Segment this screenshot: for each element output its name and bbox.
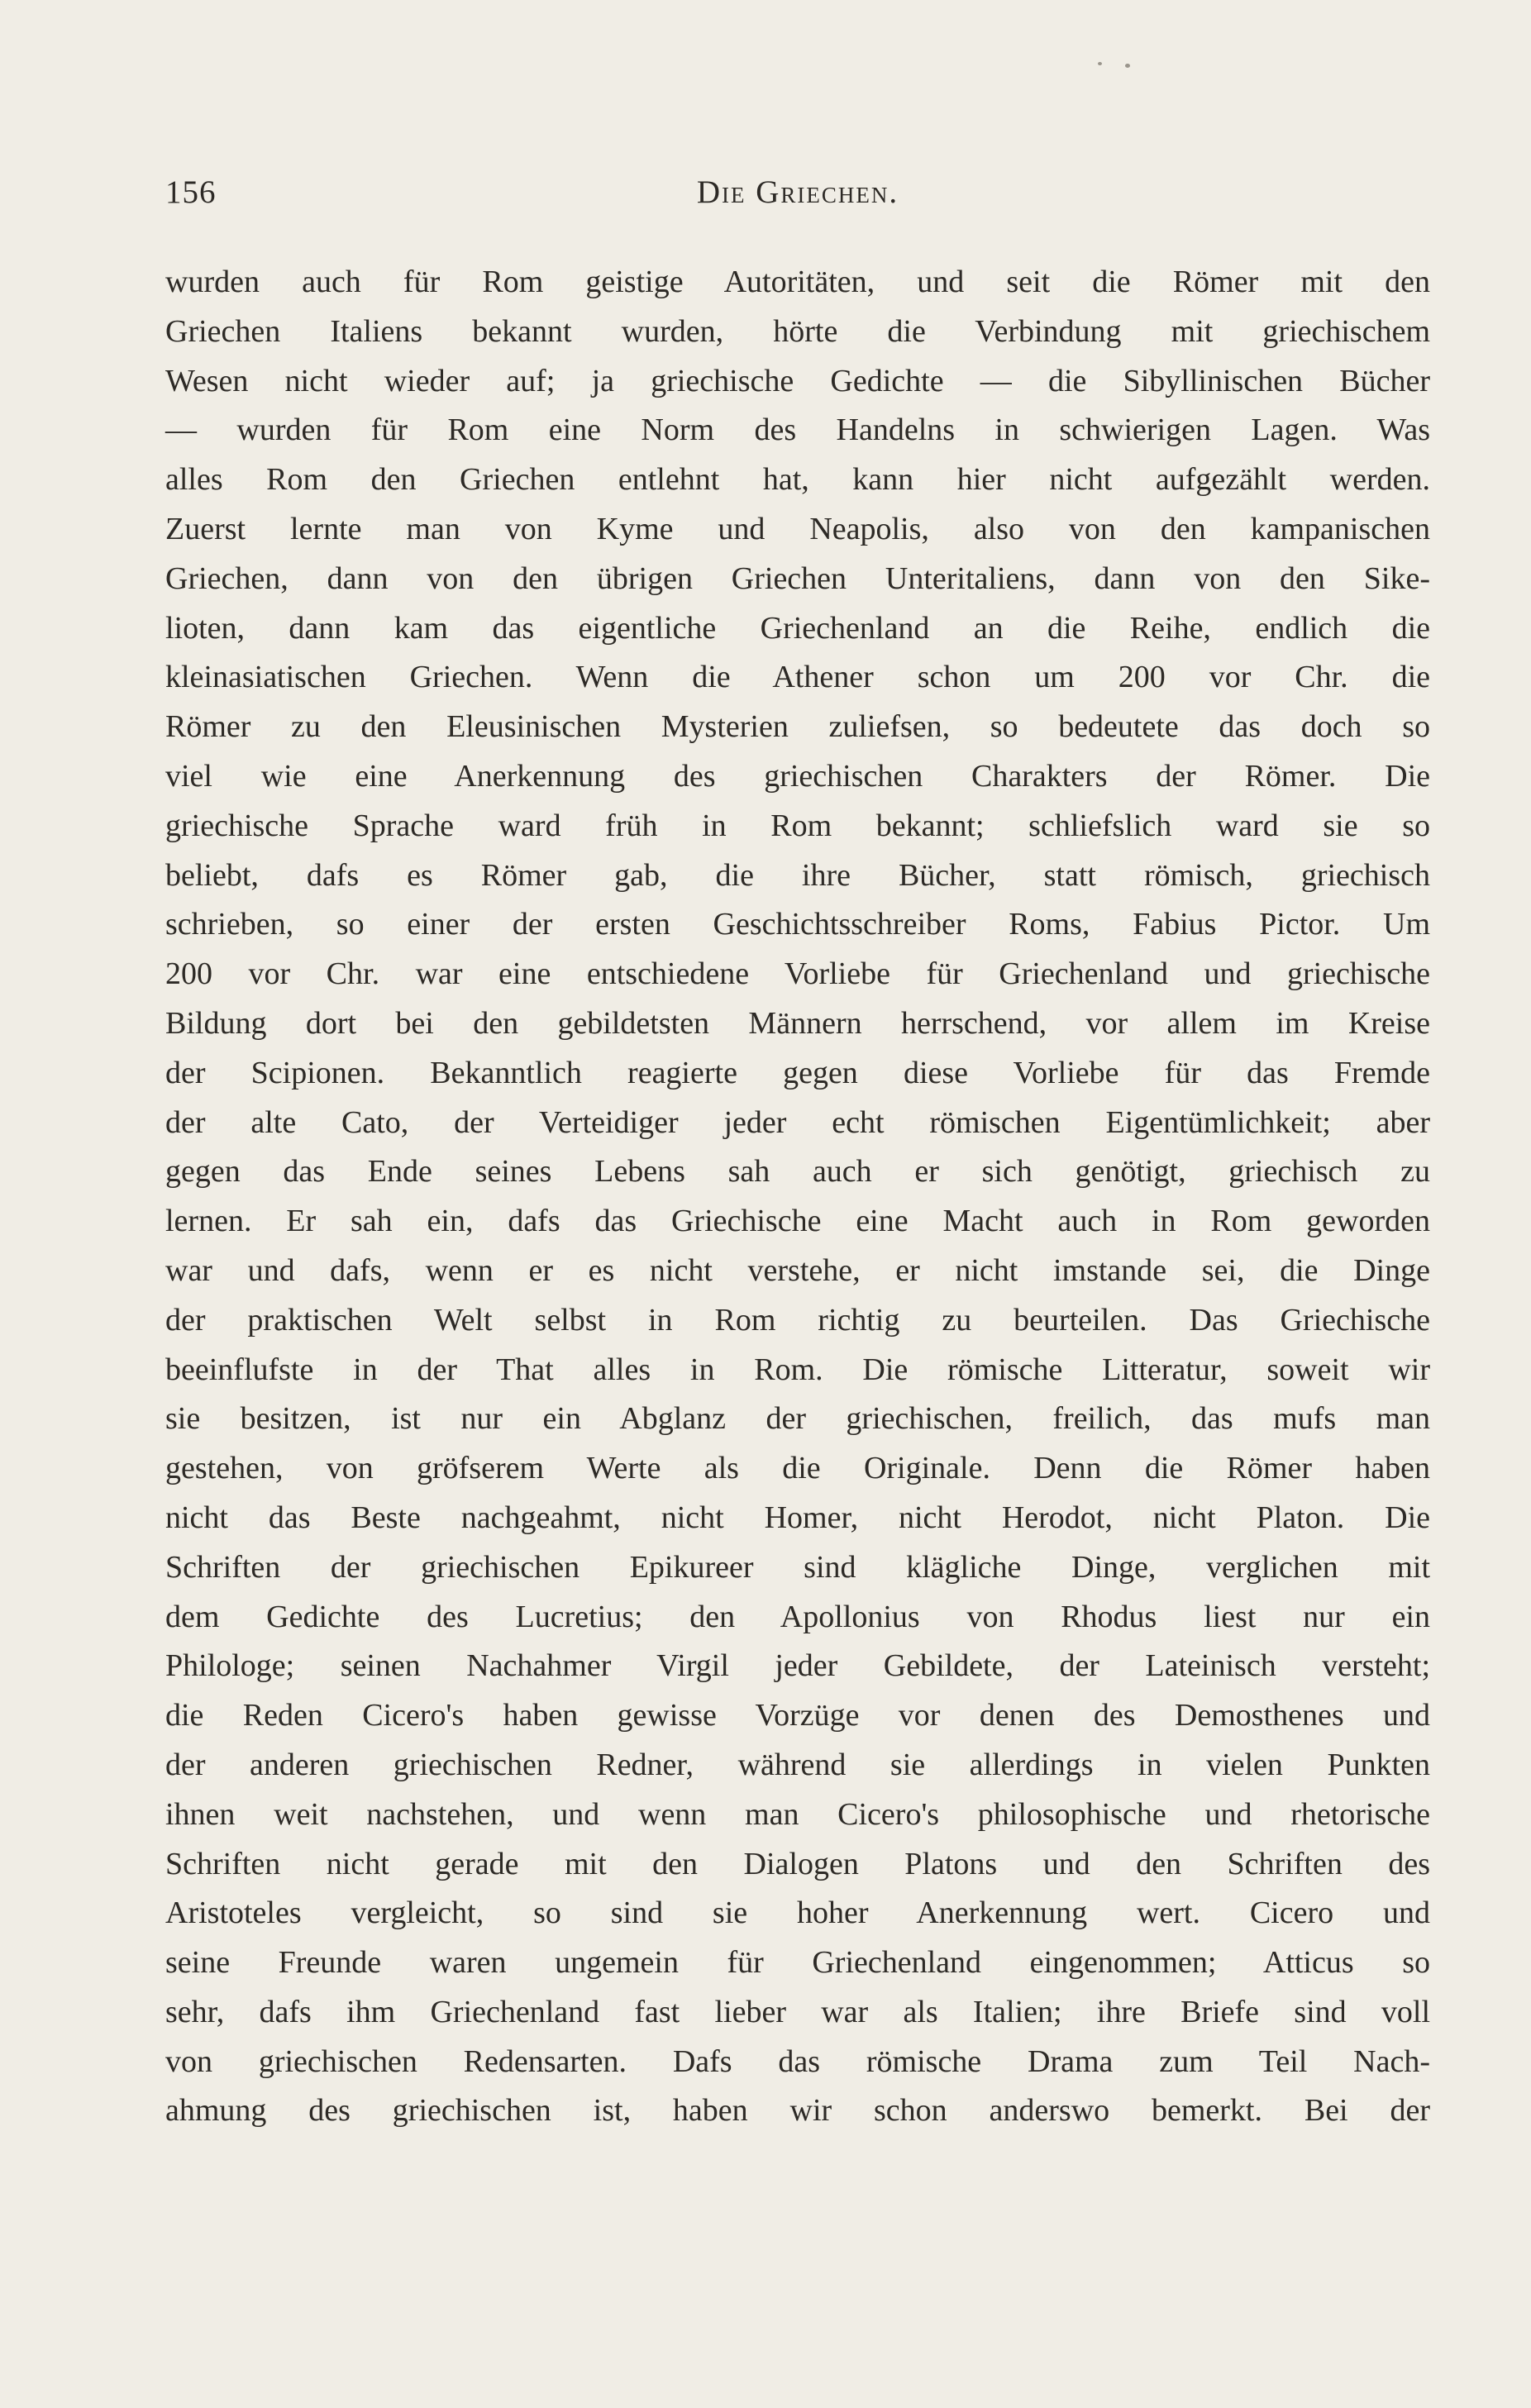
text-line: lioten, dann kam das eigentliche Griechenland an die Reihe, endlich die: [165, 610, 1430, 646]
text-line: viel wie eine Anerkennung des griechischen Charakters der Römer. Die: [165, 758, 1430, 794]
text-line: beeinflufste in der That alles in Rom. Die römische Litteratur, soweit wir: [165, 1352, 1430, 1387]
text-line: seine Freunde waren ungemein für Griechenland eingenommen; Atticus so: [165, 1945, 1430, 1981]
text-line: wurden auch für Rom geistige Autoritäten, und seit die Römer mit den: [165, 265, 1430, 299]
text-line: alles Rom den Griechen entlehnt hat, kann hier nicht aufgezählt werden.: [165, 462, 1430, 498]
text-line: sehr, dafs ihm Griechenland fast lieber war als Italien; ihre Briefe sind voll: [165, 1994, 1430, 2029]
text-line: griechische Sprache ward früh in Rom bekannt; schliefslich ward sie so: [165, 808, 1430, 843]
text-line: gestehen, von gröfserem Werte als die Originale. Denn die Römer haben: [165, 1451, 1430, 1486]
text-line: 200 vor Chr. war eine entschiedene Vorliebe für Griechenland und griechische: [165, 956, 1430, 992]
text-line: sie besitzen, ist nur ein Abglanz der griechischen, freilich, das mufs man: [165, 1401, 1430, 1437]
text-line: der anderen griechischen Redner, während sie allerdings in vielen Punkten: [165, 1747, 1430, 1782]
text-line: Philologe; seinen Nachahmer Virgil jeder Gebildete, der Lateinisch versteht;: [165, 1648, 1430, 1684]
text-line: Wesen nicht wieder auf; ja griechische Gedichte — die Sibyllinischen Bücher: [165, 363, 1430, 398]
text-line: der Scipionen. Bekanntlich reagierte gegen diese Vorliebe für das Fremde: [165, 1055, 1430, 1090]
running-title: Die Griechen.: [696, 174, 899, 210]
text-line: Griechen, dann von den übrigen Griechen Unteritaliens, dann von den Sike-: [165, 560, 1430, 596]
page-number: 156: [165, 174, 217, 210]
text-line: dem Gedichte des Lucretius; den Apollonius von Rhodus liest nur ein: [165, 1599, 1430, 1634]
text-line: schrieben, so einer der ersten Geschichtsschreiber Roms, Fabius Pictor. Um: [165, 907, 1430, 942]
text-line: Römer zu den Eleusinischen Mysterien zuliefsen, so bedeutete das doch so: [165, 709, 1430, 745]
text-line: Aristoteles vergleicht, so sind sie hoher Anerkennung wert. Cicero und: [165, 1895, 1430, 1931]
paper-speck: [1098, 62, 1102, 65]
text-line: lernen. Er sah ein, dafs das Griechische eine Macht auch in Rom geworden: [165, 1204, 1430, 1239]
text-line: die Reden Cicero's haben gewisse Vorzüge vor denen des Demosthenes und: [165, 1698, 1430, 1733]
text-line: von griechischen Redensarten. Dafs das römische Drama zum Teil Nach-: [165, 2043, 1430, 2079]
text-line: Schriften nicht gerade mit den Dialogen Platons und den Schriften des: [165, 1846, 1430, 1881]
page-header: [165, 174, 1430, 223]
paper-speck: [1125, 64, 1130, 68]
text-line: war und dafs, wenn er es nicht verstehe, er nicht imstande sei, die Dinge: [165, 1252, 1430, 1288]
text-line: kleinasiatischen Griechen. Wenn die Athener schon um 200 vor Chr. die: [165, 660, 1430, 695]
body-text: [165, 258, 1430, 2136]
text-line: Zuerst lernte man von Kyme und Neapolis, also von den kampanischen: [165, 511, 1430, 546]
text-line: — wurden für Rom eine Norm des Handelns in schwierigen Lagen. Was: [165, 412, 1430, 448]
text-line: beliebt, dafs es Römer gab, die ihre Bücher, statt römisch, griechisch: [165, 857, 1430, 893]
text-line: der praktischen Welt selbst in Rom richtig zu beurteilen. Das Griechische: [165, 1302, 1430, 1338]
text-line: ihnen weit nachstehen, und wenn man Cicero's philosophische und rhetorische: [165, 1796, 1430, 1832]
text-line: gegen das Ende seines Lebens sah auch er sich genötigt, griechisch zu: [165, 1154, 1430, 1190]
text-line: ahmung des griechischen ist, haben wir schon anderswo bemerkt. Bei der: [165, 2093, 1430, 2129]
text-line: der alte Cato, der Verteidiger jeder echt römischen Eigentümlichkeit; aber: [165, 1104, 1430, 1140]
text-line: Griechen Italiens bekannt wurden, hörte die Verbindung mit griechischem: [165, 313, 1430, 349]
text-line: Bildung dort bei den gebildetsten Männern herrschend, vor allem im Kreise: [165, 1005, 1430, 1041]
text-line: Schriften der griechischen Epikureer sind klägliche Dinge, verglichen mit: [165, 1549, 1430, 1585]
text-line: nicht das Beste nachgeahmt, nicht Homer, nicht Herodot, nicht Platon. Die: [165, 1500, 1430, 1535]
